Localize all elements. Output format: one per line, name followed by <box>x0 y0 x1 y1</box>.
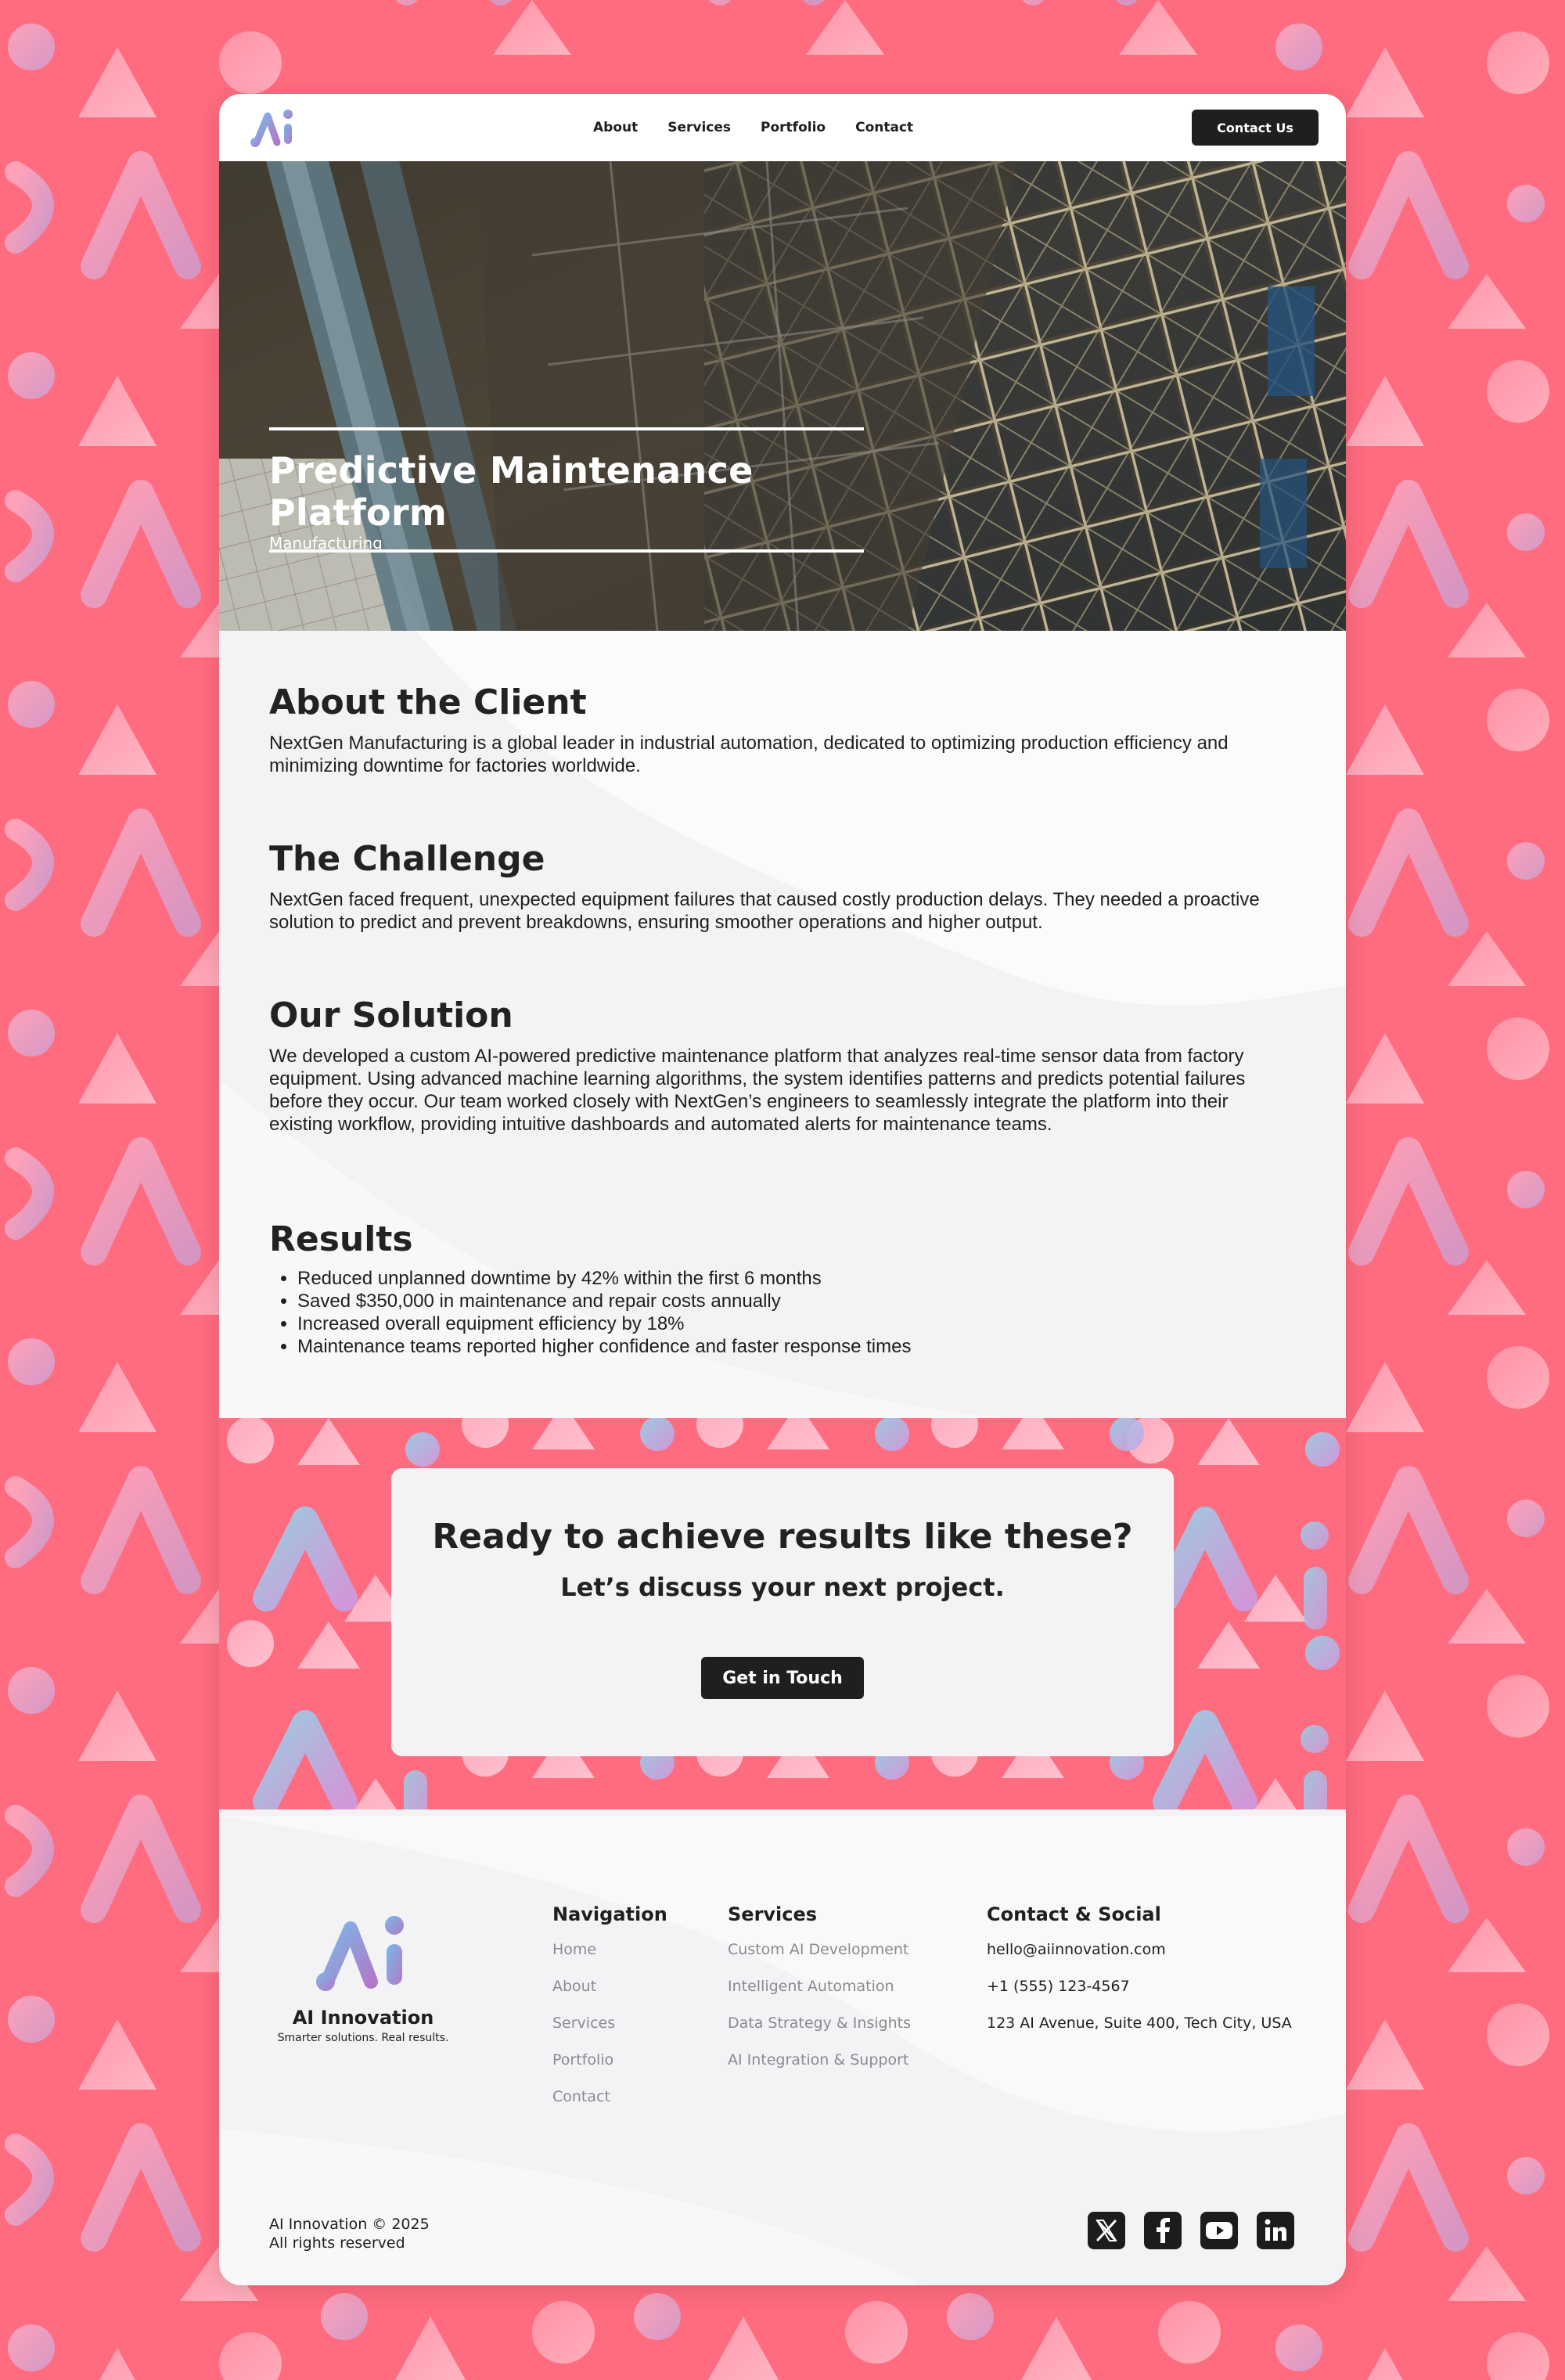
footer-link-custom-ai[interactable]: Custom AI Development <box>728 1941 909 1958</box>
brand-name: AI Innovation <box>292 2007 434 2029</box>
footer-link-services[interactable]: Services <box>552 2015 616 2032</box>
solution-body: We developed a custom AI-powered predictive maintenance platform that analyzes real-time sensor data from factory equipment. Using advanced machine learning algorithms, the system identifies patterns and predicts potential failures before they occur. Our team worked closely with NextGen’s engineers to seamlessly integrate the platform into their existing workflow, providing intuitive dashboards and automated alerts for maintenance teams. <box>269 1045 1246 1135</box>
brand-tagline: Smarter solutions. Real results. <box>277 2032 449 2044</box>
footer-services-heading: Services <box>728 1903 818 1925</box>
about-body: NextGen Manufacturing is a global leader in industrial automation, dedicated to optimizing production efficiency and minimizing downtime for factories worldwide. <box>269 732 1229 776</box>
footer-link-contact[interactable]: Contact <box>552 2088 610 2105</box>
page-title: Predictive Maintenance Platform <box>269 449 754 534</box>
ai-logo-icon[interactable] <box>313 1913 410 1994</box>
challenge-body: NextGen faced frequent, unexpected equipment failures that caused costly production delays. They needed a proactive solution to predict and prevent breakdowns, ensuring smoother operations and higher output. <box>269 888 1260 933</box>
footer-navigation-heading: Navigation <box>552 1903 667 1925</box>
hero-industrial-image <box>219 161 1346 631</box>
main-nav <box>593 94 913 161</box>
footer-brand <box>269 2007 457 2044</box>
facebook-icon[interactable] <box>1144 2212 1182 2249</box>
result-item: • Saved $350,000 in maintenance and repair costs annually <box>297 1290 1294 1312</box>
result-item: • Maintenance teams reported higher confidence and faster response times <box>297 1335 1294 1358</box>
footer-link-portfolio[interactable]: Portfolio <box>552 2051 614 2069</box>
nav-services[interactable]: Services <box>667 120 732 135</box>
result-item: • Increased overall equipment efficiency by 18% <box>297 1312 1294 1335</box>
solution-heading: Our Solution <box>269 996 513 1035</box>
contact-email[interactable]: hello@aiinnovation.com <box>987 1941 1166 1958</box>
copyright-line: AI Innovation © 2025 <box>269 2216 430 2233</box>
contact-address: 123 AI Avenue, Suite 400, Tech City, USA <box>987 2015 1292 2032</box>
industry-tag: Manufacturing <box>269 534 383 553</box>
footer-link-about[interactable]: About <box>552 1978 597 1995</box>
challenge-section <box>269 839 1294 934</box>
solution-section <box>269 996 1294 1136</box>
contact-us-button[interactable]: Contact Us <box>1192 110 1319 146</box>
cta-box <box>391 1468 1174 1756</box>
social-links <box>1088 2212 1294 2249</box>
copyright <box>269 2215 430 2252</box>
nav-about[interactable]: About <box>593 120 639 135</box>
hero-banner <box>219 161 1346 631</box>
footer-services <box>728 1903 911 2088</box>
ai-logo-icon[interactable] <box>249 106 296 149</box>
cta-subtitle: Let’s discuss your next project. <box>560 1572 1005 1602</box>
linkedin-icon[interactable] <box>1257 2212 1294 2249</box>
rights-line: All rights reserved <box>269 2234 405 2252</box>
footer-link-automation[interactable]: Intelligent Automation <box>728 1978 894 1995</box>
about-heading: About the Client <box>269 682 587 722</box>
results-heading: Results <box>269 1219 413 1259</box>
cta-title: Ready to achieve results like these? <box>432 1517 1133 1557</box>
footer-navigation <box>552 1903 667 2125</box>
get-in-touch-button[interactable]: Get in Touch <box>701 1657 864 1699</box>
results-section <box>269 1219 1294 1358</box>
x-icon[interactable] <box>1088 2212 1125 2249</box>
site-header <box>219 94 1346 161</box>
site-footer <box>219 1809 1346 2285</box>
footer-contact-heading: Contact & Social <box>987 1903 1161 1925</box>
youtube-icon[interactable] <box>1200 2212 1238 2249</box>
cta-section <box>219 1418 1346 1809</box>
challenge-heading: The Challenge <box>269 839 545 879</box>
footer-link-home[interactable]: Home <box>552 1941 597 1958</box>
contact-phone[interactable]: +1 (555) 123-4567 <box>987 1978 1130 1995</box>
results-list <box>297 1267 1294 1358</box>
footer-link-data-strategy[interactable]: Data Strategy & Insights <box>728 2015 911 2032</box>
result-item: • Reduced unplanned downtime by 42% within the first 6 months <box>297 1267 1294 1290</box>
nav-portfolio[interactable]: Portfolio <box>761 120 826 135</box>
nav-contact[interactable]: Contact <box>855 120 914 135</box>
footer-link-integration[interactable]: AI Integration & Support <box>728 2051 909 2069</box>
footer-contact <box>987 1903 1292 2051</box>
about-section <box>269 682 1294 777</box>
case-study-card <box>219 94 1346 2285</box>
